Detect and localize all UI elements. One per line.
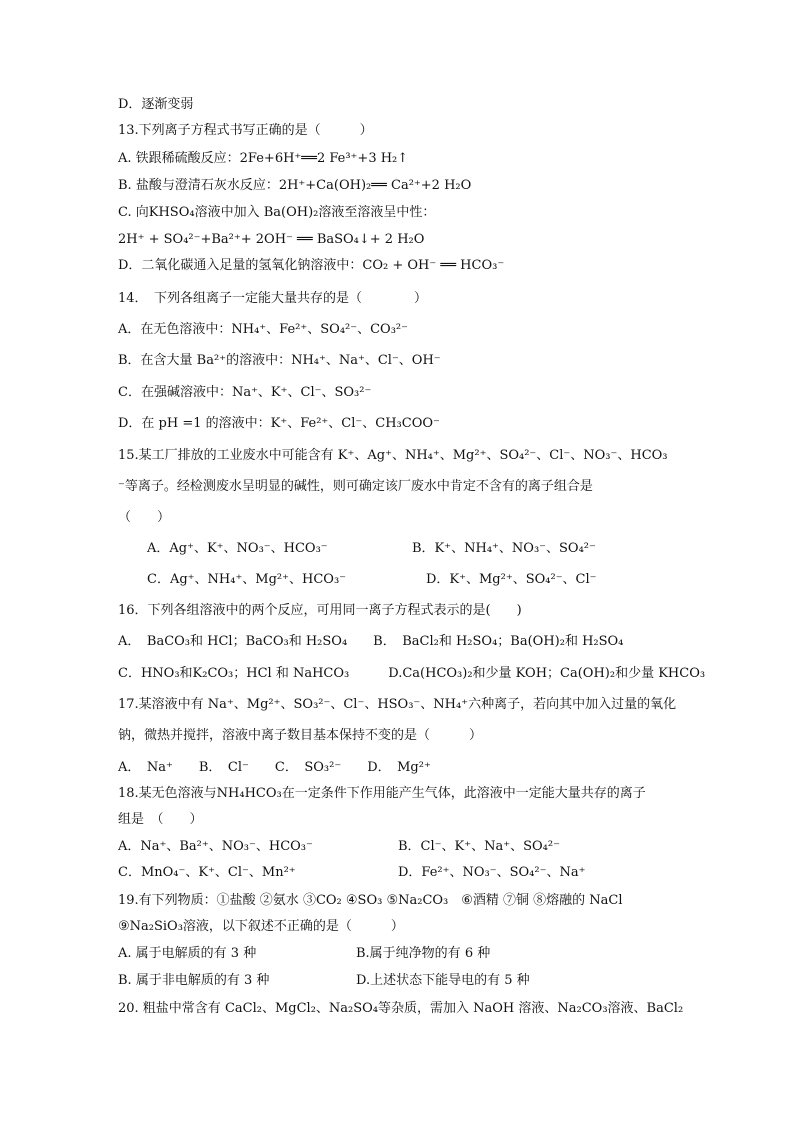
q17-stem: 17.某溶液中有 Na⁺、Mg²⁺、SO₃²⁻、Cl⁻、HSO₃⁻、NH₄⁺六种离子，若向其中加入过量的氧化	[118, 697, 677, 712]
q18-option-d: D．Fe²⁺、NO₃⁻、SO₄²⁻、Na⁺	[398, 865, 586, 880]
q15-stem-cont: ⁻等离子。经检测废水呈明显的碱性，则可确定该厂废水中肯定不含有的离子组合是	[118, 479, 593, 494]
q15-option-b: B．K⁺、NH₄⁺、NO₃⁻、SO₄²⁻	[412, 541, 596, 556]
q15-answer-blank: （ ）	[118, 510, 171, 525]
q19-option-d: D.上述状态下能导电的有 5 种	[356, 973, 530, 988]
q18-stem-cont: 组是 （ ）	[118, 812, 203, 827]
q14-option-a: A．在无色溶液中：NH₄⁺、Fe²⁺、SO₄²⁻、CO₃²⁻	[118, 322, 408, 337]
q19-stem-cont: ⑨Na₂SiO₃溶液，以下叙述不正确的是（ ）	[118, 919, 404, 934]
q15-option-a: A．Ag⁺、K⁺、NO₃⁻、HCO₃⁻	[147, 541, 328, 556]
q19-option-c: B. 属于非电解质的有 3 种	[118, 973, 270, 988]
q18-option-c: C．MnO₄⁻、K⁺、Cl⁻、Mn²⁺	[118, 865, 296, 880]
q13-stem: 13.下列离子方程式书写正确的是（ ）	[118, 123, 373, 138]
q13-option-c-equation: 2H⁺ + SO₄²⁻+Ba²⁺+ 2OH⁻ ══ BaSO₄↓+ 2 H₂O	[118, 232, 425, 247]
q20-stem: 20. 粗盐中常含有 CaCl₂、MgCl₂、Na₂SO₄等杂质，需加入 NaOH 溶液、Na₂CO₃溶液、BaCl₂	[118, 1001, 684, 1016]
q14-option-d: D．在 pH =1 的溶液中：K⁺、Fe²⁺、Cl⁻、CH₃COO⁻	[118, 416, 440, 431]
q15-stem: 15.某工厂排放的工业废水中可能含有 K⁺、Ag⁺、NH₄⁺、Mg²⁺、SO₄²⁻、Cl⁻、NO₃⁻、HCO₃	[118, 448, 668, 463]
q19-option-a: A. 属于电解质的有 3 种	[118, 946, 257, 961]
q19-stem: 19.有下列物质：①盐酸 ②氨水 ③CO₂ ④SO₃ ⑤Na₂CO₃ ⑥酒精 ⑦铜 ⑧熔融的 NaCl	[118, 893, 623, 908]
q13-option-c: C. 向KHSO₄溶液中加入 Ba(OH)₂溶液至溶液呈中性：	[118, 205, 436, 220]
q16-stem: 16．下列各组溶液中的两个反应，可用同一离子方程式表示的是( )	[118, 603, 522, 618]
q17-options: A． Na⁺ B． Cl⁻ C． SO₃²⁻ D． Mg²⁺	[118, 760, 431, 775]
q15-option-d: D．K⁺、Mg²⁺、SO₄²⁻、Cl⁻	[426, 572, 597, 587]
q14-option-b: B．在含大量 Ba²⁺的溶液中：NH₄⁺、Na⁺、Cl⁻、OH⁻	[118, 353, 441, 368]
q16-options-ab: A． BaCO₃和 HCl；BaCO₃和 H₂SO₄ B． BaCl₂和 H₂SO₄；Ba(OH)₂和 H₂SO₄	[118, 634, 624, 649]
q14-option-c: C．在强碱溶液中：Na⁺、K⁺、Cl⁻、SO₃²⁻	[118, 385, 372, 400]
q14-stem: 14． 下列各组离子一定能大量共存的是（ ）	[118, 291, 428, 306]
q18-stem: 18.某无色溶液与NH₄HCO₃在一定条件下作用能产生气体，此溶液中一定能大量共存的离子	[118, 786, 646, 801]
q16-options-cd: C．HNO₃和K₂CO₃；HCl 和 NaHCO₃ D.Ca(HCO₃)₂和少量 KOH；Ca(OH)₂和少量 KHCO₃	[118, 666, 706, 681]
q18-option-a: A．Na⁺、Ba²⁺、NO₃⁻、HCO₃⁻	[118, 839, 313, 854]
q15-option-c: C．Ag⁺、NH₄⁺、Mg²⁺、HCO₃⁻	[147, 572, 347, 587]
q17-stem-cont: 钠，微热并搅拌，溶液中离子数目基本保持不变的是（ ）	[118, 728, 483, 743]
q13-option-a: A. 铁跟稀硫酸反应：2Fe+6H⁺══2 Fe³⁺+3 H₂↑	[118, 151, 409, 166]
q13-option-b: B. 盐酸与澄清石灰水反应：2H⁺+Ca(OH)₂══ Ca²⁺+2 H₂O	[118, 178, 472, 193]
q18-option-b: B．Cl⁻、K⁺、Na⁺、SO₄²⁻	[398, 839, 560, 854]
q13-option-d: D．二氧化碳通入足量的氢氧化钠溶液中：CO₂ + OH⁻ ══ HCO₃⁻	[118, 258, 505, 273]
q12-option-d: D．逐渐变弱	[118, 97, 194, 112]
q19-option-b: B.属于纯净物的有 6 种	[356, 946, 491, 961]
